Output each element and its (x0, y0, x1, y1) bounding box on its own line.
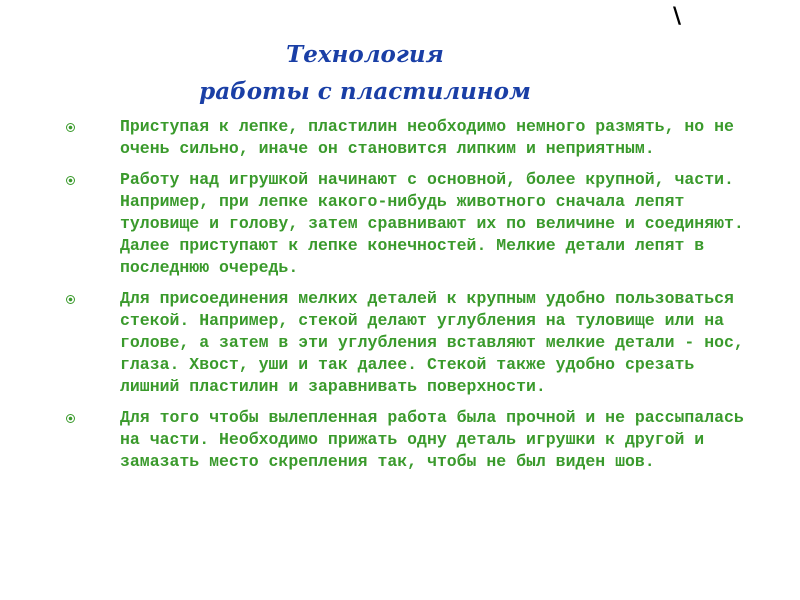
slide-title (0, 36, 730, 110)
bullet-text: Для присоединения мелких деталей к крупным удобно пользоваться стекой. Например, стекой делают углубления на туловище или на голове, а затем в эти углубления вставляют мелкие детали - нос, глаза. Хвост, уши и так далее. Стекой также удобно срезать лишний пластилин и заравнивать поверхности. (120, 289, 744, 396)
bullet-text: Работу над игрушкой начинают с основной, более крупной, части. Например, при лепке какого-нибудь животного сначала лепят туловище и голову, затем сравнивают их по величине и соединяют. Далее приступают к лепке конечностей. Мелкие детали лепят в последнюю очередь. (120, 170, 744, 277)
list-item (66, 288, 746, 398)
bullet-text: Приступая к лепке, пластилин необходимо немного размять, но не очень сильно, иначе он становится липким и неприятным. (120, 117, 734, 158)
slide-title-line-2: работы с пластилином (199, 78, 531, 105)
list-item (66, 116, 746, 160)
list-item (66, 407, 746, 473)
list-item (66, 169, 746, 279)
corner-mark: \ (673, 4, 682, 29)
bullet-circle-icon (66, 295, 75, 304)
bullet-text: Для того чтобы вылепленная работа была прочной и не рассыпалась на части. Необходимо прижать одну деталь игрушки к другой и замазать место скрепления так, чтобы не был виден шов. (120, 408, 744, 471)
bullet-list (66, 116, 746, 482)
bullet-circle-icon (66, 176, 75, 185)
bullet-circle-icon (66, 414, 75, 423)
bullet-circle-icon (66, 123, 75, 132)
slide-title-line-1: Технология (286, 41, 444, 68)
